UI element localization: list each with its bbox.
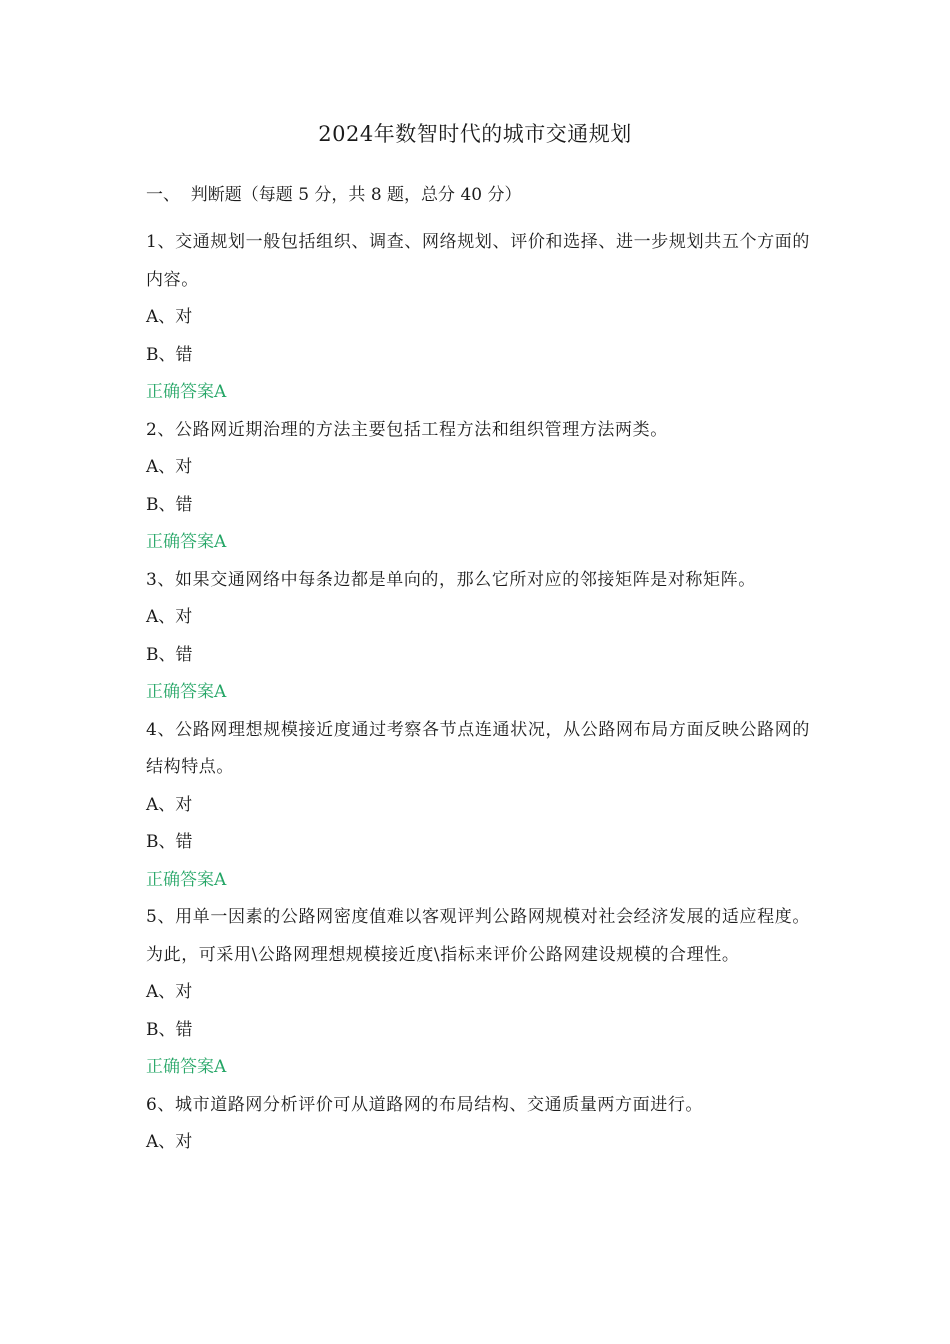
correct-answer: 正确答案A: [146, 682, 227, 702]
option-b: B、错: [146, 344, 193, 365]
question-text: 5、用单一因素的公路网密度值难以客观评判公路网规模对社会经济发展的适应程度。为此，可采用\公路网理想规模接近度\指标来评价公路网建设规模的合理性。: [146, 907, 810, 965]
option-b: B、错: [146, 494, 193, 515]
question-2: [146, 412, 810, 562]
question-6: [146, 1087, 810, 1162]
correct-answer: 正确答案A: [146, 869, 227, 890]
option-b: B、错: [146, 1019, 193, 1040]
question-text: 1、交通规划一般包括组织、调查、网络规划、评价和选择、进一步规划共五个方面的内容。: [146, 232, 810, 290]
option-a: A、对: [146, 307, 193, 327]
option-a: A、对: [146, 457, 193, 477]
option-b: B、错: [146, 644, 193, 665]
question-1: [146, 224, 810, 412]
correct-answer: 正确答案A: [146, 382, 227, 402]
option-b: B、错: [146, 832, 193, 852]
option-a: A、对: [146, 794, 193, 815]
question-list: [146, 224, 810, 1162]
option-a: A、对: [146, 982, 193, 1002]
option-a: A、对: [146, 607, 193, 627]
section-heading: 一、 判断题（每题 5 分，共 8 题，总分 40 分）: [146, 185, 522, 205]
question-text: 6、城市道路网分析评价可从道路网的布局结构、交通质量两方面进行。: [146, 1094, 704, 1115]
option-a: A、对: [146, 1132, 193, 1152]
question-3: [146, 562, 810, 712]
document-title: 2024年数智时代的城市交通规划: [318, 122, 632, 146]
question-text: 4、公路网理想规模接近度通过考察各节点连通状况，从公路网布局方面反映公路网的结构特点。: [146, 719, 810, 777]
correct-answer: 正确答案A: [146, 1057, 227, 1077]
correct-answer: 正确答案A: [146, 532, 227, 552]
question-text: 2、公路网近期治理的方法主要包括工程方法和组织管理方法两类。: [146, 419, 668, 440]
question-5: [146, 899, 810, 1087]
question-4: [146, 712, 810, 900]
question-text: 3、如果交通网络中每条边都是单向的，那么它所对应的邻接矩阵是对称矩阵。: [146, 569, 756, 590]
